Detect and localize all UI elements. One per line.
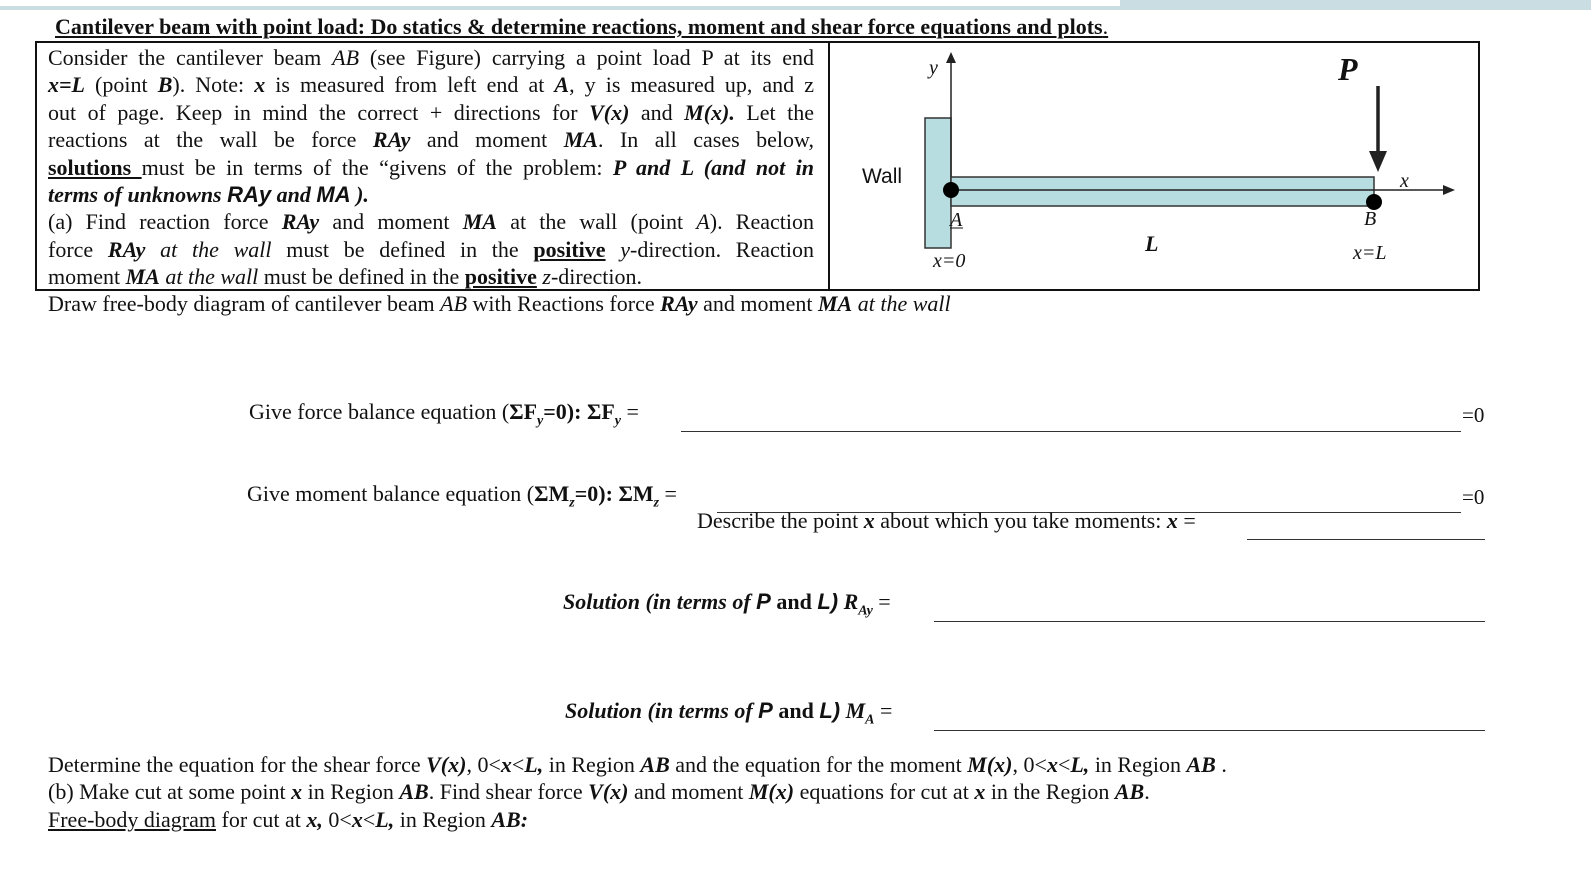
force-balance-answer-field[interactable] (681, 431, 1461, 432)
statement-line-7: (a) Find reaction force RAy and moment MA at the wall (point A). Reaction (48, 209, 814, 235)
statement-line-6: terms of unknowns RAy and MA ). (48, 182, 369, 208)
statement-line-1: Consider the cantilever beam AB (see Figure) carrying a point load P at its end (48, 45, 814, 70)
x-axis-arrowhead-icon (1443, 185, 1455, 195)
load-arrow-head-icon (1369, 151, 1387, 172)
title-tail: . (1102, 14, 1109, 39)
statement-line-8: force RAy at the wall must be defined in the positive y-direction. Reaction (48, 236, 814, 262)
statement-line-9: moment MA at the wall must be defined in the positive z-direction. (48, 264, 642, 290)
cut-fbd-instruction: Free-body diagram for cut at x, 0<x<L, in Region AB: (48, 807, 529, 832)
statement-line-5: solutions must be in terms of the “givens of the problem: P and L (and not in (48, 154, 814, 180)
wall-block (925, 118, 951, 248)
fbd-instruction: Draw free-body diagram of cantilever beam AB with Reactions force RAy and moment MA at the wall (48, 291, 951, 316)
x-axis-label: x (1400, 170, 1409, 192)
wall-label: Wall (862, 165, 903, 188)
length-label: L (1145, 231, 1159, 256)
solution-ray-answer-field[interactable] (934, 621, 1485, 622)
y-axis-label: y (929, 57, 938, 79)
part-b-instruction: (b) Make cut at some point x in Region AB. Find shear force V(x) and moment M(x) equations for cut at x in the Region AB. (48, 779, 1150, 804)
solution-ma-prompt: Solution (in terms of P and L) $M_A$ = (565, 698, 893, 728)
beam-body (951, 177, 1374, 206)
statement-line-2: x=L (point B). Note: x is measured from left end at A, y is measured up, and z (48, 72, 815, 98)
point-a-dot (943, 182, 959, 198)
moment-point-answer-field[interactable] (1247, 539, 1485, 540)
xl-label: x=L (1353, 242, 1387, 264)
moment-balance-prompt: Give moment balance equation $(\Sigma M_z=0)$: $\Sigma M_z$ = (247, 481, 677, 511)
solution-ray-prompt: Solution (in terms of P and L) $R_{Ay}$ = (563, 589, 891, 619)
moment-balance-equals-zero: =0 (1462, 485, 1485, 509)
y-axis-arrowhead-icon (946, 52, 956, 63)
solution-ma-answer-field[interactable] (934, 730, 1485, 731)
shear-moment-instruction: Determine the equation for the shear force V(x), 0<x<L, in Region AB and the equation for the moment M(x), 0<x<L, in Region AB . (48, 752, 1227, 777)
load-label: P (1338, 51, 1358, 87)
title-main: Cantilever beam with point load: Do statics & determine reactions, moment and shear force equations and plots (55, 14, 1103, 39)
point-a-label: A (950, 209, 963, 231)
cantilever-beam-figure (0, 0, 1591, 300)
force-balance-equals-zero: =0 (1462, 403, 1485, 427)
statement-line-4: reactions at the wall be force RAy and moment MA. In all cases below, (48, 127, 814, 153)
x0-label: x=0 (933, 250, 966, 272)
moment-point-prompt: Describe the point x about which you take moments: x = (697, 508, 1196, 533)
force-balance-prompt: Give force balance equation $(\Sigma F_y=0)$: $\Sigma F_y$ = (249, 399, 639, 429)
point-b-label: B (1364, 208, 1377, 230)
statement-line-3: out of page. Keep in mind the correct + directions for V(x) and M(x). Let the (48, 99, 814, 125)
